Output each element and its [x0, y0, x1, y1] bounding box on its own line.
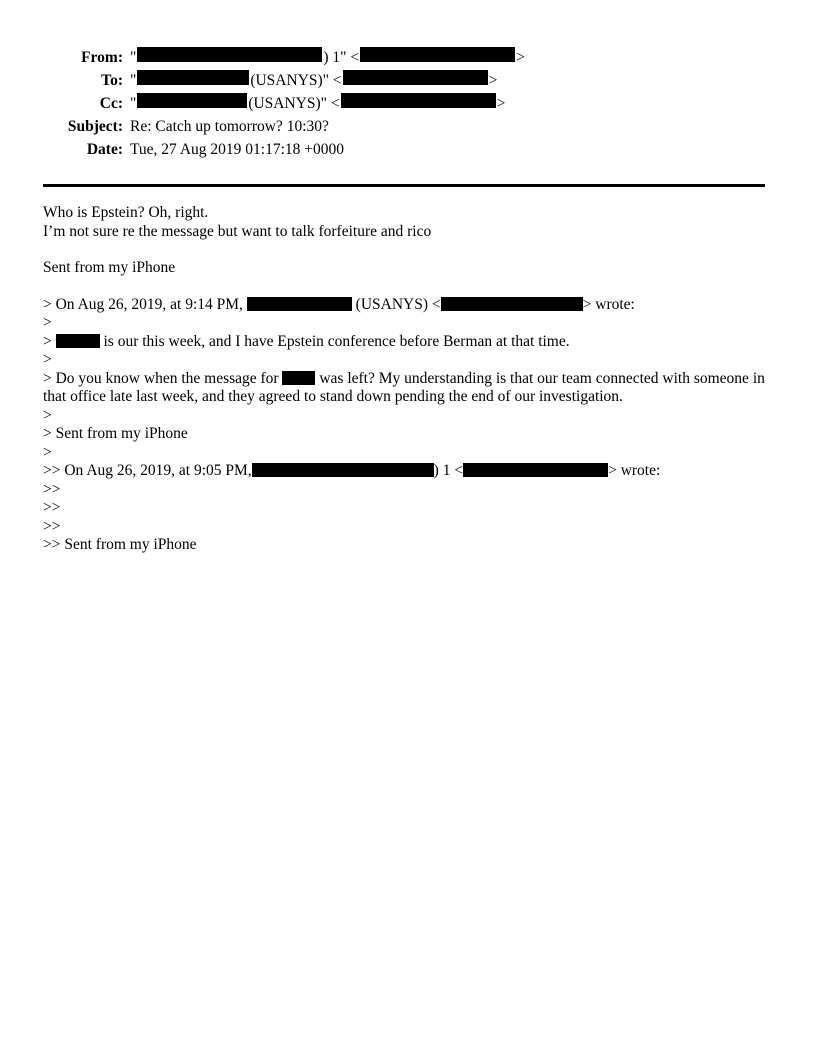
quote-marker-line: >	[43, 443, 52, 461]
email-body	[43, 204, 773, 555]
redaction-block	[56, 334, 100, 348]
from-close-bracket: >	[516, 49, 525, 66]
quote1-middle: (USANYS) <	[355, 295, 441, 313]
from-middle-text: ) 1" <	[323, 49, 360, 66]
header-value-cc	[130, 92, 771, 115]
header-label-cc: Cc:	[99, 95, 123, 112]
quote3-middle: was left? My understanding is that our team connected with someone	[319, 369, 749, 387]
quote-line-1	[43, 296, 773, 315]
cc-open-quote: "	[130, 95, 137, 112]
quote5-suffix: > wrote:	[608, 462, 661, 479]
to-open-quote: "	[130, 72, 137, 89]
body-spacer	[43, 241, 773, 259]
header-row-cc	[45, 92, 771, 115]
quote3-continued: in that office late last week, and they agreed to stand down pending the end of our investigation.	[43, 369, 765, 405]
header-divider-rule	[43, 184, 765, 187]
to-close-bracket: >	[488, 72, 498, 89]
header-row-to	[45, 69, 771, 92]
quote5-middle: ) 1 <	[433, 462, 464, 479]
quote-marker-line: >	[43, 406, 52, 424]
redaction-block	[137, 47, 322, 62]
redaction-block	[252, 463, 434, 477]
redaction-block	[137, 93, 247, 108]
quote5-prefix: >> On Aug 26, 2019, at 9:05 PM,	[43, 462, 252, 479]
quote-line-4: > Sent from my iPhone	[43, 425, 188, 442]
header-value-date: Tue, 27 Aug 2019 01:17:18 +0000	[130, 141, 344, 158]
header-row-from	[45, 46, 771, 69]
quote-marker-line: >>	[43, 517, 61, 535]
from-open-quote: "	[130, 49, 137, 66]
redaction-block	[463, 463, 608, 477]
quote-line-2	[43, 333, 773, 352]
header-value-from	[130, 46, 771, 69]
quote-marker-line: >	[43, 314, 52, 331]
quote-line-6: >> Sent from my iPhone	[43, 536, 197, 553]
redaction-block	[282, 371, 315, 385]
header-row-date	[45, 138, 771, 161]
redaction-block	[360, 47, 515, 62]
redaction-block	[343, 70, 488, 85]
body-line-1: Who is Epstein? Oh, right.	[43, 204, 209, 221]
header-value-subject: Re: Catch up tomorrow? 10:30?	[130, 118, 329, 135]
email-header	[45, 46, 771, 161]
quote-line-5	[43, 462, 773, 481]
quote-line-3	[43, 370, 773, 407]
quote-marker-line: >	[43, 351, 52, 368]
header-label-from: From:	[81, 49, 123, 66]
header-value-to	[130, 69, 771, 92]
quote3-prefix: > Do you know when the message for	[43, 369, 279, 387]
redaction-block	[341, 93, 496, 108]
body-signature: Sent from my iPhone	[43, 259, 176, 276]
quote2-suffix: is our this week, and I have Epstein conference before Berman at that time.	[103, 332, 570, 350]
cc-middle-text: (USANYS)" <	[248, 95, 340, 112]
to-middle-text: (USANYS)" <	[250, 72, 342, 89]
quote-marker-line: >>	[43, 480, 61, 498]
header-row-subject	[45, 115, 771, 138]
cc-close-bracket: >	[496, 95, 506, 112]
quote1-suffix: > wrote:	[582, 295, 635, 313]
header-label-date: Date:	[86, 141, 123, 158]
quote-marker-line: >>	[43, 499, 61, 516]
redaction-block	[247, 297, 352, 311]
redaction-block	[441, 297, 583, 311]
quote2-prefix: >	[43, 332, 52, 350]
redaction-block	[137, 70, 249, 85]
header-label-to: To:	[101, 72, 123, 89]
body-spacer	[43, 278, 773, 296]
body-line-2: I’m not sure re the message but want to talk forfeiture and rico	[43, 222, 432, 240]
quote1-prefix: > On Aug 26, 2019, at 9:14 PM,	[43, 295, 243, 313]
header-label-subject: Subject:	[67, 118, 123, 135]
